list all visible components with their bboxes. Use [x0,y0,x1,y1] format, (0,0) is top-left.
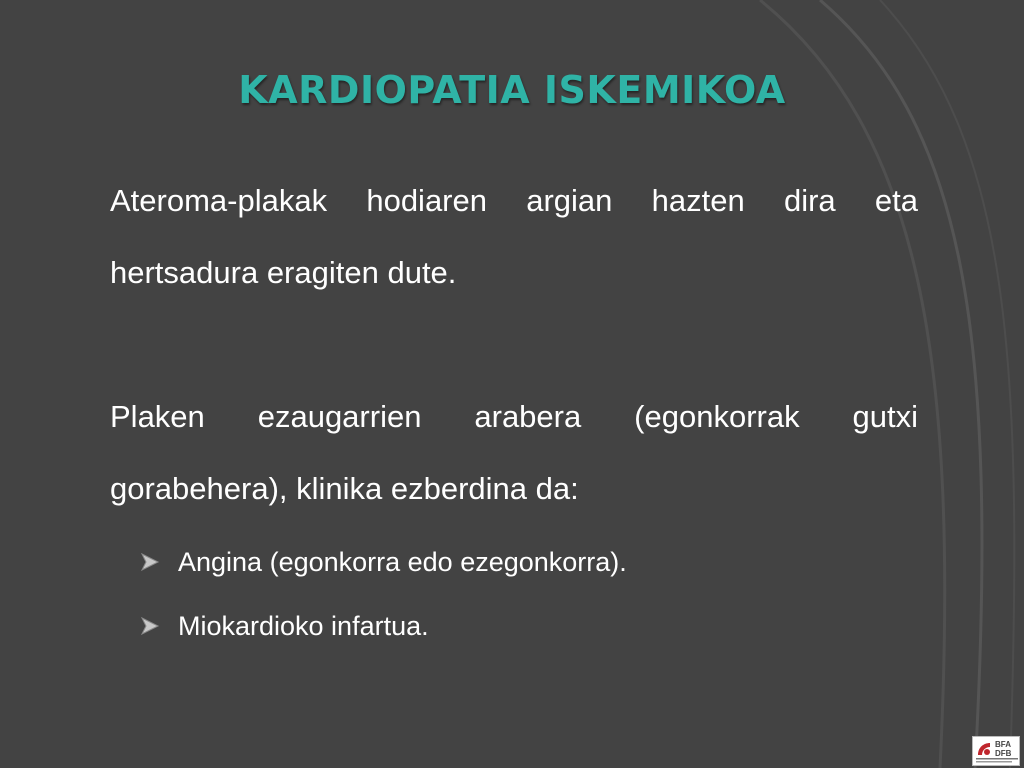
arrow-bullet-icon [140,616,160,636]
list-item [140,594,627,658]
bullet-list [140,530,627,658]
bfa-dfb-logo-icon [976,741,992,757]
logo-line-1: BFA [995,740,1011,749]
logo-text [995,740,1011,758]
bullet-text: Angina (egonkorra edo ezegonkorra). [178,546,627,577]
logo-fine-print [976,758,1018,763]
list-item [140,530,627,594]
bullet-text: Miokardioko infartua. [178,610,429,641]
logo-line-2: DFB [995,749,1012,758]
arrow-bullet-icon [140,552,160,572]
paragraph-ateroma: Ateroma-plakak hodiaren argian hazten dira eta hertsadura eragiten dute. [110,183,918,290]
paragraph-plaken: Plaken ezaugarrien arabera (egonkorrak gutxi gorabehera), klinika ezberdina da: [110,399,918,506]
bfa-dfb-logo [972,736,1020,766]
slide-title: KARDIOPATIA ISKEMIKOA [238,68,786,112]
